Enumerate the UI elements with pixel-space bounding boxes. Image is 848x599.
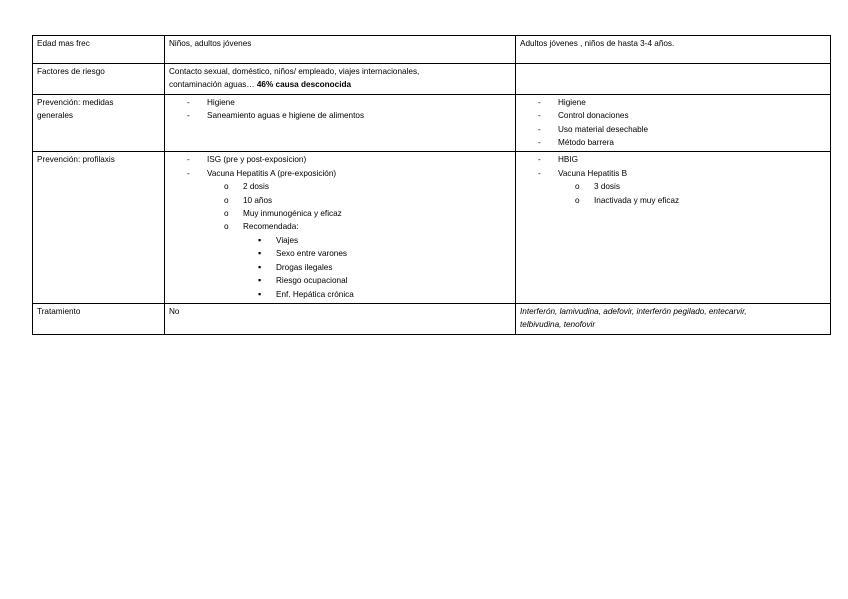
table-cell	[165, 64, 516, 95]
table-cell	[516, 152, 831, 303]
hepatitis-comparison-table	[32, 35, 831, 335]
table-cell	[516, 303, 831, 334]
sub-sub-list-item: ▪ Enf. Hepática crónica	[169, 288, 511, 301]
cell-text-line: Interferón, lamivudina, adefovir, interferón pegilado, entecarvir,	[520, 306, 747, 316]
list-item: - ISG (pre y post-exposicion)	[169, 153, 511, 166]
cell-text: No	[169, 306, 180, 316]
list-item: - Uso material desechable	[520, 123, 826, 136]
sub-list-item: o Inactivada y muy eficaz	[520, 194, 826, 207]
list-item: - Vacuna Hepatitis B	[520, 167, 826, 180]
cell-text-line: telbivudina, tenofovir	[520, 320, 596, 330]
row-label-text: Prevención: profilaxis	[37, 155, 115, 165]
list-item: - HBIG	[520, 153, 826, 166]
row-label	[33, 94, 165, 152]
table-cell	[516, 36, 831, 64]
table-row	[33, 94, 831, 152]
table-row	[33, 64, 831, 95]
sub-sub-list-item: ▪ Riesgo ocupacional	[169, 274, 511, 287]
row-label-line: generales	[37, 111, 73, 121]
list-item: - Higiene	[169, 96, 511, 109]
table-cell	[165, 303, 516, 334]
row-label-text: Tratamiento	[37, 306, 81, 316]
list-item: - Control donaciones	[520, 109, 826, 122]
cell-text: Adultos jóvenes , niños de hasta 3-4 años.	[520, 39, 675, 48]
cell-text-line: contaminación aguas…	[169, 80, 255, 90]
sub-sub-list-item: ▪ Sexo entre varones	[169, 247, 511, 260]
list-item: - Método barrera	[520, 136, 826, 149]
table-cell	[165, 36, 516, 64]
sub-sub-list-item: ▪ Viajes	[169, 234, 511, 247]
table-cell-empty	[516, 64, 831, 95]
table-row	[33, 303, 831, 334]
sub-list-item: o Recomendada:	[169, 220, 511, 233]
row-label	[33, 152, 165, 303]
row-label	[33, 303, 165, 334]
cell-text: Niños, adultos jóvenes	[169, 39, 252, 48]
table-cell	[516, 94, 831, 152]
table-row	[33, 152, 831, 303]
sub-list-item: o 2 dosis	[169, 180, 511, 193]
table-cell	[165, 152, 516, 303]
row-label-line: Prevención: medidas	[37, 97, 114, 107]
sub-list-item: o 3 dosis	[520, 180, 826, 193]
row-label	[33, 36, 165, 64]
sub-list-item: o Muy inmunogénica y eficaz	[169, 207, 511, 220]
cell-text-line: Contacto sexual, doméstico, niños/ empleado, viajes internacionales,	[169, 67, 420, 76]
row-label-text: Factores de riesgo	[37, 67, 105, 76]
sub-sub-list-item: ▪ Drogas ilegales	[169, 261, 511, 274]
bold-note: 46% causa desconocida	[256, 80, 352, 90]
list-item: - Higiene	[520, 96, 826, 109]
list-item: - Saneamiento aguas e higiene de alimentos	[169, 109, 511, 122]
table-cell	[165, 94, 516, 152]
row-label-text: Edad mas frec	[37, 39, 90, 48]
row-label	[33, 64, 165, 95]
list-item: - Vacuna Hepatitis A (pre-exposición)	[169, 167, 511, 180]
table-row	[33, 36, 831, 64]
sub-list-item: o 10 años	[169, 194, 511, 207]
